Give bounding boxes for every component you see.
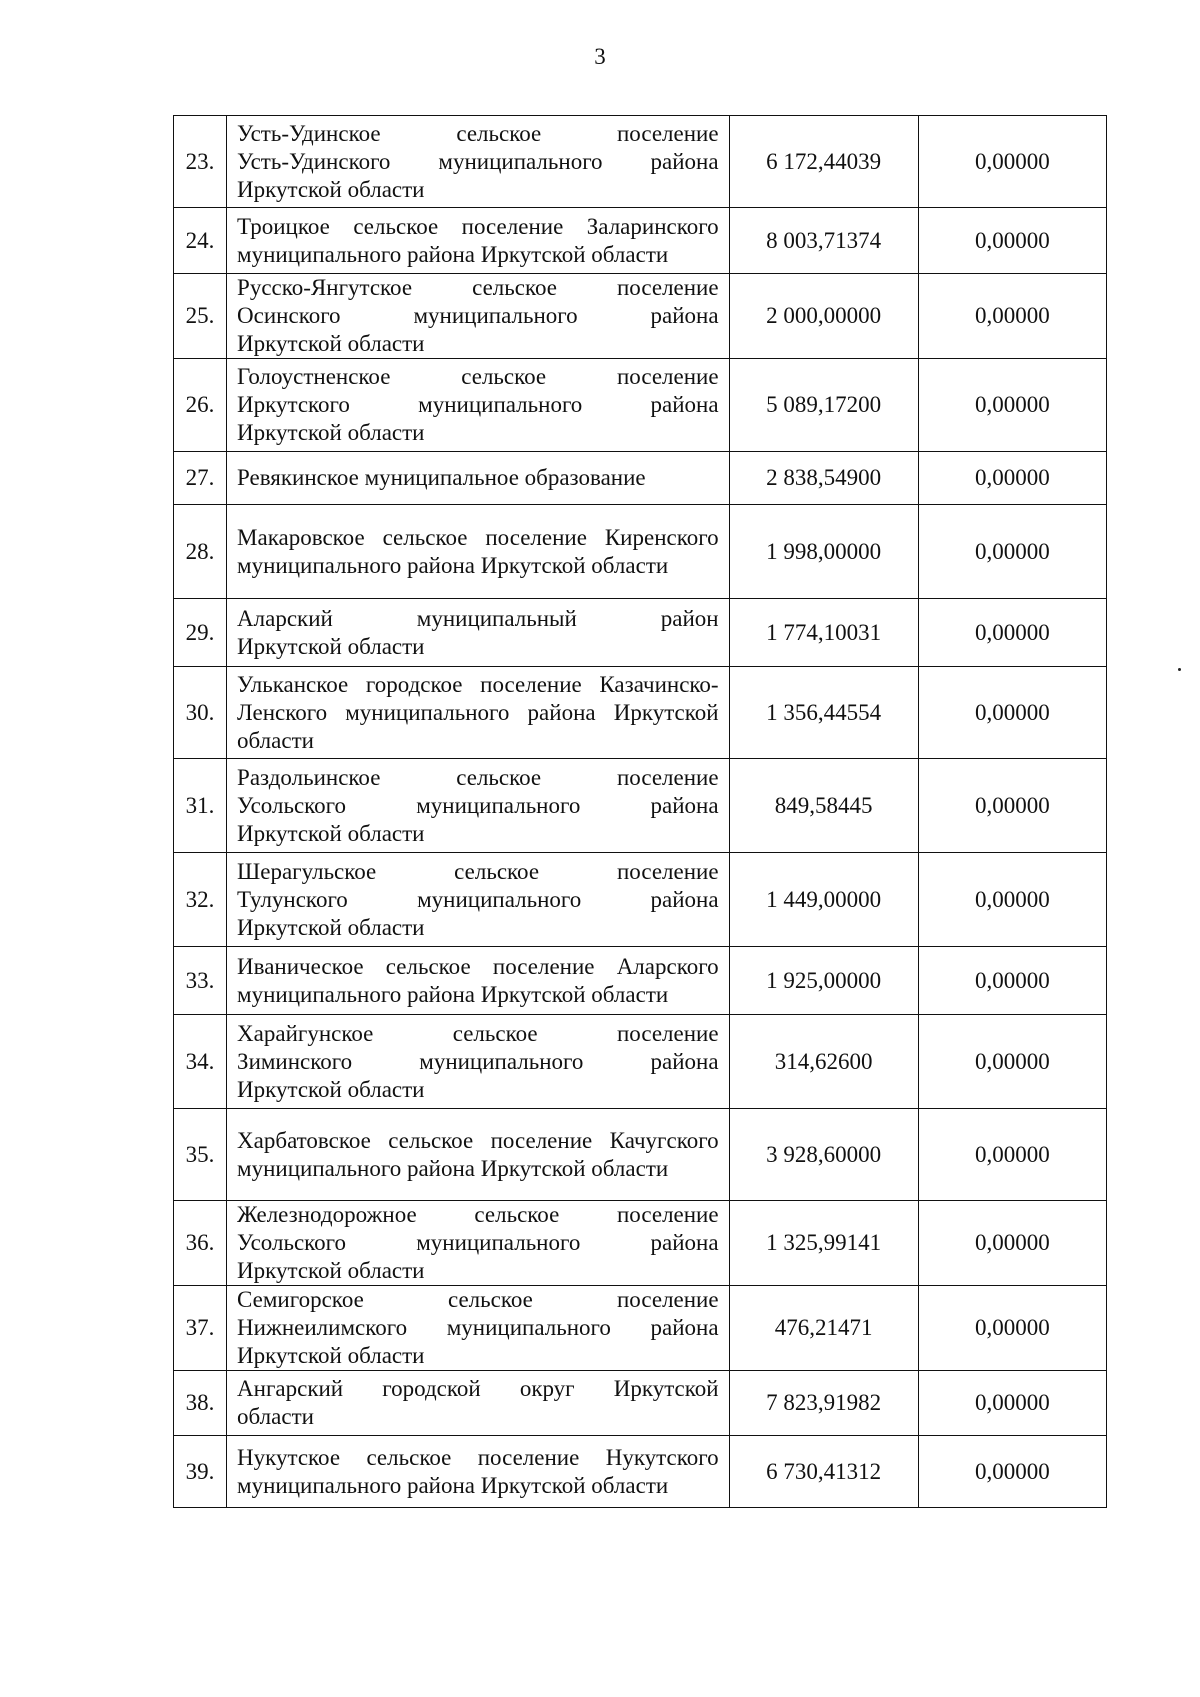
amount-cell-secondary: 0,00000 <box>918 599 1106 667</box>
municipality-name <box>227 1015 730 1109</box>
row-number: 25. <box>174 274 227 359</box>
name-line: Иркутской области <box>237 1076 425 1102</box>
municipality-name <box>227 208 730 274</box>
name-line: области <box>237 727 314 753</box>
amount-cell-secondary: 0,00000 <box>918 1109 1106 1201</box>
amount-cell: 1 998,00000 <box>729 505 918 599</box>
amount-cell: 7 823,91982 <box>729 1371 918 1436</box>
name-line: муниципального района Иркутской области <box>237 241 669 267</box>
name-line: Иркутской области <box>237 176 425 202</box>
page-number: 3 <box>594 44 606 69</box>
name-line: Аларский муниципальный район <box>237 605 719 631</box>
row-number: 31. <box>174 759 227 853</box>
table-row <box>174 1201 1107 1286</box>
municipality-name <box>227 359 730 452</box>
row-number: 27. <box>174 452 227 505</box>
name-line: муниципального района Иркутской области <box>237 1155 669 1181</box>
row-number: 39. <box>174 1436 227 1508</box>
name-line: Харайгунское сельское поселение <box>237 1020 719 1046</box>
municipalities-table <box>173 115 1107 1508</box>
table-row <box>174 1371 1107 1436</box>
amount-cell-secondary: 0,00000 <box>918 274 1106 359</box>
table-row <box>174 1109 1107 1201</box>
table-row <box>174 853 1107 947</box>
name-line: Голоустненское сельское поселение <box>237 364 719 389</box>
amount-cell-secondary: 0,00000 <box>918 1436 1106 1508</box>
name-line: Иркутской области <box>237 420 425 445</box>
municipality-name <box>227 759 730 853</box>
name-line: Раздольинское сельское поселение <box>237 764 719 790</box>
municipality-name <box>227 667 730 759</box>
name-line: Харбатовское сельское поселение Качугского <box>237 1127 719 1153</box>
amount-cell: 314,62600 <box>729 1015 918 1109</box>
table-body <box>174 116 1107 1508</box>
row-number: 37. <box>174 1286 227 1371</box>
name-line: Нукутское сельское поселение Нукутского <box>237 1444 719 1470</box>
municipality-name <box>227 1436 730 1508</box>
name-line: Иркутской области <box>237 914 425 940</box>
row-number: 28. <box>174 505 227 599</box>
amount-cell: 1 925,00000 <box>729 947 918 1015</box>
municipality-name <box>227 1109 730 1201</box>
amount-cell: 849,58445 <box>729 759 918 853</box>
name-line: Семигорское сельское поселение <box>237 1287 719 1312</box>
name-line: Тулунского муниципального района <box>237 886 719 912</box>
name-line: Русско-Янгутское сельское поселение <box>237 275 719 300</box>
name-line: Железнодорожное сельское поселение <box>237 1202 719 1227</box>
name-line: Осинского муниципального района <box>237 303 719 328</box>
name-line: Усть-Удинского муниципального района <box>237 148 719 174</box>
row-number: 33. <box>174 947 227 1015</box>
row-number: 38. <box>174 1371 227 1436</box>
name-line: Иркутского муниципального района <box>237 392 719 417</box>
amount-cell-secondary: 0,00000 <box>918 667 1106 759</box>
name-line: Ревякинское муниципальное образование <box>237 465 646 490</box>
municipality-name <box>227 505 730 599</box>
amount-cell: 2 000,00000 <box>729 274 918 359</box>
table-row <box>174 599 1107 667</box>
table-row <box>174 505 1107 599</box>
amount-cell-secondary: 0,00000 <box>918 1286 1106 1371</box>
amount-cell: 1 449,00000 <box>729 853 918 947</box>
name-line: Усольского муниципального района <box>237 1230 719 1255</box>
name-line: Усольского муниципального района <box>237 792 719 818</box>
amount-cell: 3 928,60000 <box>729 1109 918 1201</box>
name-line: муниципального района Иркутской области <box>237 1472 669 1498</box>
table-row <box>174 1436 1107 1508</box>
amount-cell-secondary: 0,00000 <box>918 505 1106 599</box>
name-line: Иркутской области <box>237 820 425 846</box>
amount-cell-secondary: 0,00000 <box>918 208 1106 274</box>
amount-cell: 476,21471 <box>729 1286 918 1371</box>
row-number: 34. <box>174 1015 227 1109</box>
table-row <box>174 1286 1107 1371</box>
amount-cell: 1 774,10031 <box>729 599 918 667</box>
amount-cell: 1 356,44554 <box>729 667 918 759</box>
name-line: Зиминского муниципального района <box>237 1048 719 1074</box>
municipality-name <box>227 947 730 1015</box>
name-line: Макаровское сельское поселение Киренского <box>237 524 719 550</box>
table-row <box>174 667 1107 759</box>
row-number: 32. <box>174 853 227 947</box>
amount-cell: 6 172,44039 <box>729 116 918 208</box>
amount-cell-secondary: 0,00000 <box>918 1015 1106 1109</box>
table-row <box>174 208 1107 274</box>
amount-cell-secondary: 0,00000 <box>918 452 1106 505</box>
municipality-name <box>227 1201 730 1286</box>
table-row <box>174 359 1107 452</box>
name-line: муниципального района Иркутской области <box>237 552 669 578</box>
amount-cell-secondary: 0,00000 <box>918 1371 1106 1436</box>
amount-cell: 2 838,54900 <box>729 452 918 505</box>
scan-speck <box>1178 668 1181 671</box>
amount-cell-secondary: 0,00000 <box>918 1201 1106 1286</box>
name-line: Иркутской области <box>237 331 425 356</box>
table-row <box>174 452 1107 505</box>
row-number: 35. <box>174 1109 227 1201</box>
amount-cell-secondary: 0,00000 <box>918 759 1106 853</box>
municipality-name <box>227 274 730 359</box>
amount-cell: 5 089,17200 <box>729 359 918 452</box>
table-row <box>174 947 1107 1015</box>
name-line: области <box>237 1404 314 1429</box>
amount-cell: 6 730,41312 <box>729 1436 918 1508</box>
municipality-name <box>227 1286 730 1371</box>
name-line: Ульканское городское поселение Казачинско- <box>237 671 719 697</box>
name-line: Ленского муниципального района Иркутской <box>237 699 719 725</box>
table-row <box>174 116 1107 208</box>
name-line: Усть-Удинское сельское поселение <box>237 120 719 146</box>
name-line: Иваническое сельское поселение Аларского <box>237 953 719 979</box>
name-line: Шерагульское сельское поселение <box>237 858 719 884</box>
row-number: 23. <box>174 116 227 208</box>
name-line: муниципального района Иркутской области <box>237 981 669 1007</box>
name-line: Иркутской области <box>237 633 425 659</box>
row-number: 36. <box>174 1201 227 1286</box>
name-line: Иркутской области <box>237 1258 425 1283</box>
name-line: Нижнеилимского муниципального района <box>237 1315 719 1340</box>
row-number: 26. <box>174 359 227 452</box>
table-row <box>174 759 1107 853</box>
municipality-name <box>227 116 730 208</box>
municipality-name <box>227 1371 730 1436</box>
row-number: 30. <box>174 667 227 759</box>
amount-cell: 8 003,71374 <box>729 208 918 274</box>
amount-cell: 1 325,99141 <box>729 1201 918 1286</box>
amount-cell-secondary: 0,00000 <box>918 853 1106 947</box>
municipality-name <box>227 853 730 947</box>
table-row <box>174 274 1107 359</box>
municipality-name <box>227 452 730 505</box>
name-line: Троицкое сельское поселение Заларинского <box>237 213 719 239</box>
table-row <box>174 1015 1107 1109</box>
amount-cell-secondary: 0,00000 <box>918 947 1106 1015</box>
amount-cell-secondary: 0,00000 <box>918 116 1106 208</box>
amount-cell-secondary: 0,00000 <box>918 359 1106 452</box>
row-number: 29. <box>174 599 227 667</box>
name-line: Ангарский городской округ Иркутской <box>237 1376 719 1401</box>
row-number: 24. <box>174 208 227 274</box>
municipality-name <box>227 599 730 667</box>
name-line: Иркутской области <box>237 1343 425 1368</box>
